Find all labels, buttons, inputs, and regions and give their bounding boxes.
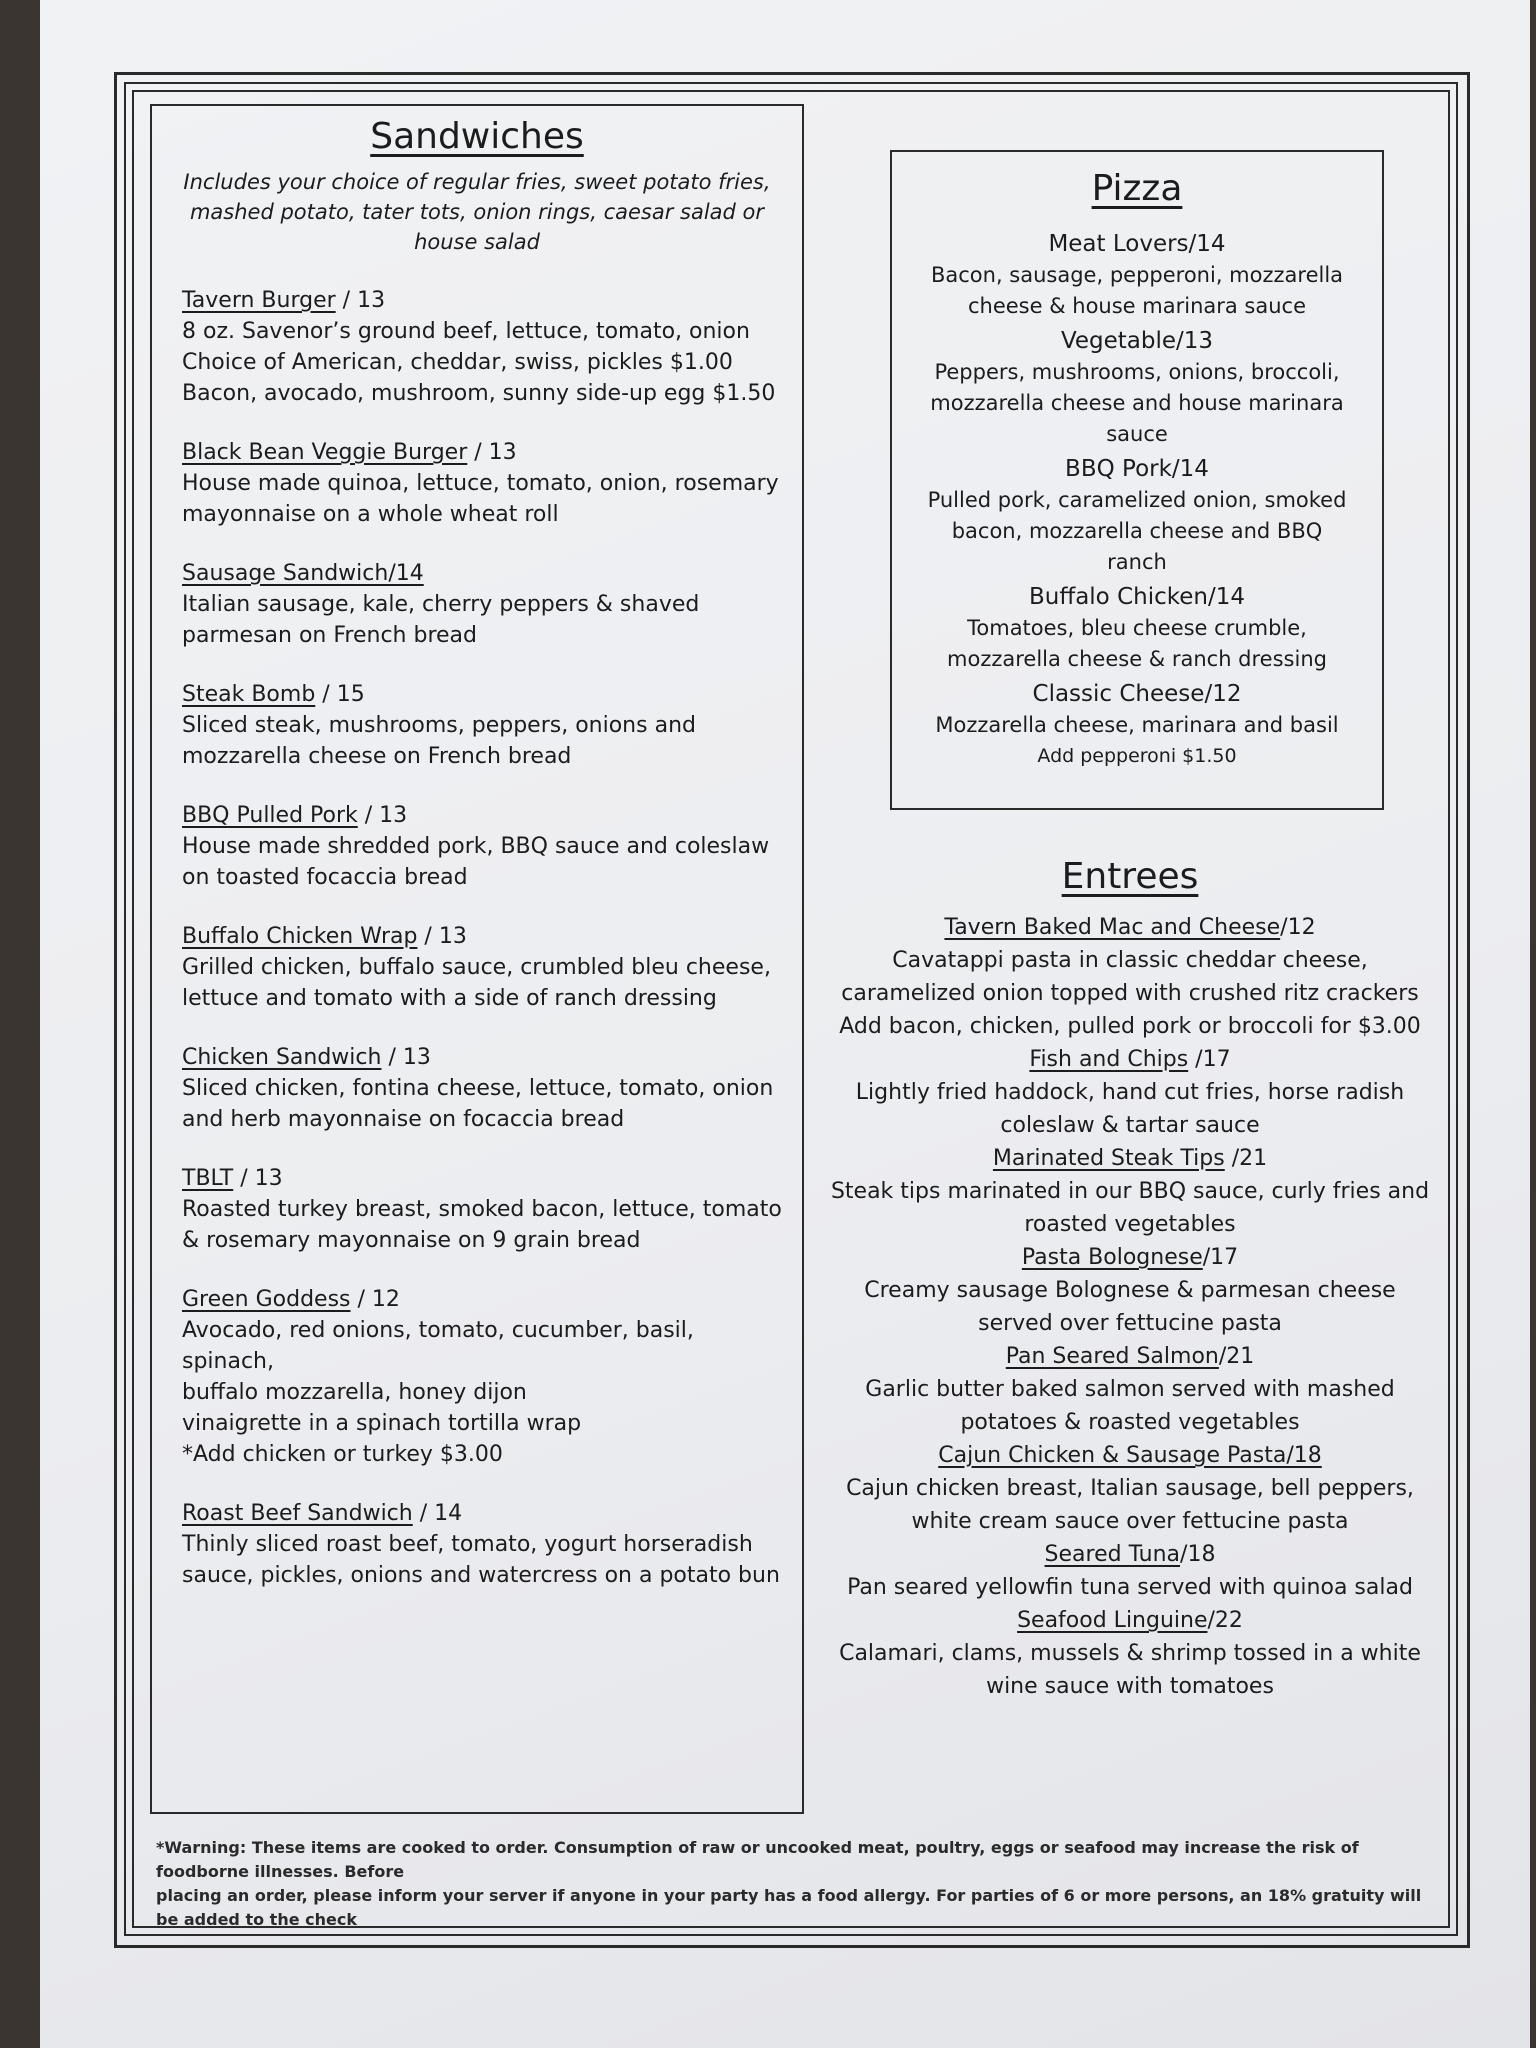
- item-price: / 13: [335, 288, 386, 313]
- entree-name: Seafood Linguine: [1017, 1608, 1208, 1633]
- item-description: Grilled chicken, buffalo sauce, crumbled bleu cheese,: [182, 955, 771, 980]
- item-name: Black Bean Veggie Burger: [182, 440, 468, 465]
- pizza-description: Peppers, mushrooms, onions, broccoli,: [934, 360, 1340, 384]
- item-name: Steak Bomb: [182, 682, 316, 707]
- item-price: / 14: [412, 1501, 463, 1526]
- entree-item-mac-and-cheese: [800, 911, 1460, 1043]
- item-description: on toasted focaccia bread: [182, 865, 468, 890]
- entree-description: wine sauce with tomatoes: [986, 1674, 1274, 1699]
- entree-description: Garlic butter baked salmon served with mashed: [865, 1377, 1395, 1402]
- pizza-name: Meat Lovers/14: [1048, 231, 1226, 257]
- item-description: Thinly sliced roast beef, tomato, yogurt horseradish: [182, 1532, 753, 1557]
- entree-item-pasta-bolognese: [800, 1241, 1460, 1340]
- pizza-description: Pulled pork, caramelized onion, smoked: [927, 488, 1347, 512]
- entree-item-cajun-chicken-sausage-pasta: [800, 1439, 1460, 1538]
- entree-description: Pan seared yellowfin tuna served with quinoa salad: [847, 1575, 1413, 1600]
- entree-name: Seared Tuna: [1044, 1542, 1181, 1567]
- item-description: Italian sausage, kale, cherry peppers & shaved: [182, 592, 700, 617]
- item-description: sauce, pickles, onions and watercress on a potato bun: [182, 1563, 780, 1588]
- pizza-section: [890, 150, 1384, 810]
- item-price: / 15: [315, 682, 365, 707]
- menu-item-bbq-pulled-pork: [182, 800, 784, 893]
- item-description: Roasted turkey breast, smoked bacon, lettuce, tomato: [182, 1197, 782, 1222]
- sandwiches-intro: [174, 167, 780, 257]
- pizza-description: Bacon, sausage, pepperoni, mozzarella: [930, 263, 1344, 287]
- pizza-name: Buffalo Chicken/14: [1029, 584, 1245, 610]
- pizza-description: sauce: [1106, 422, 1168, 446]
- entree-description: Calamari, clams, mussels & shrimp tossed in a white: [839, 1641, 1421, 1666]
- sandwiches-title: Sandwiches: [370, 116, 584, 157]
- entree-name: Cajun Chicken & Sausage Pasta/18: [938, 1443, 1322, 1468]
- item-description: Bacon, avocado, mushroom, sunny side-up egg $1.50: [182, 381, 776, 406]
- entree-price: /21: [1218, 1344, 1255, 1369]
- item-price: / 13: [417, 924, 467, 949]
- pizza-item-vegetable: [892, 326, 1382, 450]
- item-description: Sliced chicken, fontina cheese, lettuce, tomato, onion: [182, 1076, 774, 1101]
- sandwiches-section: [150, 104, 804, 1814]
- entree-description: coleslaw & tartar sauce: [1000, 1113, 1260, 1138]
- menu-item-buffalo-chicken-wrap: [182, 921, 784, 1014]
- item-name: Green Goddess: [182, 1287, 351, 1312]
- pizza-description: ranch: [1107, 550, 1167, 574]
- item-description: & rosemary mayonnaise on 9 grain bread: [182, 1228, 641, 1253]
- entree-item-pan-seared-salmon: [800, 1340, 1460, 1439]
- item-name: Tavern Burger: [182, 288, 336, 313]
- intro-line: Includes your choice of regular fries, sweet potato fries,: [183, 170, 771, 194]
- item-price: / 13: [381, 1045, 431, 1070]
- entree-description: caramelized onion topped with crushed ritz crackers: [841, 981, 1419, 1006]
- warning-line: placing an order, please inform your server if anyone in your party has a food allergy. For parties of 6 or more persons, an 18% gratuity will be added to the check: [156, 1886, 1422, 1929]
- entree-price: /18: [1180, 1542, 1216, 1567]
- item-description: parmesan on French bread: [182, 623, 477, 648]
- item-description: House made quinoa, lettuce, tomato, onion, rosemary: [182, 471, 779, 496]
- entree-description: Cajun chicken breast, Italian sausage, bell peppers,: [846, 1476, 1414, 1501]
- pizza-name: Classic Cheese/12: [1032, 681, 1242, 707]
- entree-price: /12: [1280, 915, 1316, 940]
- entree-name: Tavern Baked Mac and Cheese: [944, 915, 1281, 940]
- entree-item-seared-tuna: [800, 1538, 1460, 1604]
- pizza-item-buffalo-chicken: [892, 582, 1382, 675]
- entree-price: /17: [1188, 1047, 1231, 1072]
- item-description: *Add chicken or turkey $3.00: [182, 1442, 503, 1467]
- entrees-title: Entrees: [1061, 856, 1199, 897]
- entree-description: potatoes & roasted vegetables: [960, 1410, 1300, 1435]
- entree-name: Fish and Chips: [1029, 1047, 1189, 1072]
- item-description: Avocado, red onions, tomato, cucumber, basil, spinach,: [182, 1318, 694, 1374]
- menu-item-sausage-sandwich: [182, 558, 784, 651]
- pizza-name: BBQ Pork/14: [1065, 456, 1209, 482]
- entree-price: /21: [1224, 1146, 1268, 1171]
- entree-item-fish-and-chips: [800, 1043, 1460, 1142]
- entree-name: Marinated Steak Tips: [992, 1146, 1225, 1171]
- pizza-description: bacon, mozzarella cheese and BBQ: [951, 519, 1323, 543]
- item-description: Sliced steak, mushrooms, peppers, onions and: [182, 713, 696, 738]
- menu-item-green-goddess: [182, 1284, 784, 1470]
- entree-description: roasted vegetables: [1024, 1212, 1236, 1237]
- entree-description: Steak tips marinated in our BBQ sauce, curly fries and: [830, 1179, 1430, 1204]
- item-name: Chicken Sandwich: [182, 1045, 382, 1070]
- item-name: Roast Beef Sandwich: [182, 1501, 413, 1526]
- menu-item-steak-bomb: [182, 679, 784, 772]
- menu-item-roast-beef-sandwich: [182, 1498, 784, 1591]
- item-name: TBLT: [182, 1166, 234, 1191]
- item-price: / 12: [350, 1287, 400, 1312]
- item-description: and herb mayonnaise on focaccia bread: [182, 1107, 625, 1132]
- item-price: / 13: [357, 803, 408, 828]
- pizza-title: Pizza: [1091, 168, 1183, 209]
- item-description: 8 oz. Savenor’s ground beef, lettuce, tomato, onion: [182, 319, 750, 344]
- entree-price: /22: [1207, 1608, 1243, 1633]
- entree-description: Creamy sausage Bolognese & parmesan cheese: [864, 1278, 1396, 1303]
- entree-description: white cream sauce over fettucine pasta: [911, 1509, 1349, 1534]
- menu-item-tavern-burger: [182, 285, 784, 409]
- entree-description: served over fettucine pasta: [978, 1311, 1282, 1336]
- item-description: mayonnaise on a whole wheat roll: [182, 502, 559, 527]
- pizza-description: Tomatoes, bleu cheese crumble,: [967, 616, 1307, 640]
- intro-line: house salad: [414, 230, 540, 254]
- item-name: Sausage Sandwich/14: [182, 561, 424, 586]
- entree-item-seafood-linguine: [800, 1604, 1460, 1703]
- item-price: / 13: [233, 1166, 283, 1191]
- menu-item-chicken-sandwich: [182, 1042, 784, 1135]
- item-description: buffalo mozzarella, honey dijon: [182, 1380, 527, 1405]
- entree-price: /17: [1202, 1245, 1239, 1270]
- item-description: mozzarella cheese on French bread: [182, 744, 572, 769]
- pizza-addon-note: Add pepperoni $1.50: [1037, 745, 1237, 767]
- pizza-item-bbq-pork: [892, 454, 1382, 578]
- item-description: House made shredded pork, BBQ sauce and coleslaw: [182, 834, 770, 859]
- pizza-item-meat-lovers: [892, 229, 1382, 322]
- menu-item-tblt: [182, 1163, 784, 1256]
- pizza-item-classic-cheese: [892, 679, 1382, 772]
- pizza-description: mozzarella cheese and house marinara: [930, 391, 1344, 415]
- item-price: / 13: [467, 440, 517, 465]
- pizza-description: Mozzarella cheese, marinara and basil: [935, 713, 1339, 737]
- menu-item-black-bean-veggie-burger: [182, 437, 784, 530]
- entree-name: Pasta Bolognese: [1021, 1245, 1203, 1270]
- entrees-section: [800, 856, 1460, 1703]
- item-description: vinaigrette in a spinach tortilla wrap: [182, 1411, 582, 1436]
- entree-description: Cavatappi pasta in classic cheddar cheese,: [892, 948, 1368, 973]
- allergy-warning: [136, 1836, 1446, 1932]
- entree-name: Pan Seared Salmon: [1005, 1344, 1219, 1369]
- pizza-name: Vegetable/13: [1060, 328, 1214, 354]
- warning-line: *Warning: These items are cooked to order. Consumption of raw or uncooked meat, poultry, eggs or seafood may increase the risk of foodborne illnesses. Before: [156, 1838, 1359, 1881]
- entree-description: Add bacon, chicken, pulled pork or broccoli for $3.00: [839, 1014, 1421, 1039]
- entree-item-marinated-steak-tips: [800, 1142, 1460, 1241]
- item-name: Buffalo Chicken Wrap: [182, 924, 418, 949]
- intro-line: mashed potato, tater tots, onion rings, caesar salad or: [189, 200, 765, 224]
- pizza-description: mozzarella cheese & ranch dressing: [947, 647, 1327, 671]
- pizza-description: cheese & house marinara sauce: [967, 294, 1307, 318]
- item-description: lettuce and tomato with a side of ranch dressing: [182, 986, 717, 1011]
- item-description: Choice of American, cheddar, swiss, pickles $1.00: [182, 350, 733, 375]
- item-name: BBQ Pulled Pork: [182, 803, 358, 828]
- entree-description: Lightly fried haddock, hand cut fries, horse radish: [855, 1080, 1405, 1105]
